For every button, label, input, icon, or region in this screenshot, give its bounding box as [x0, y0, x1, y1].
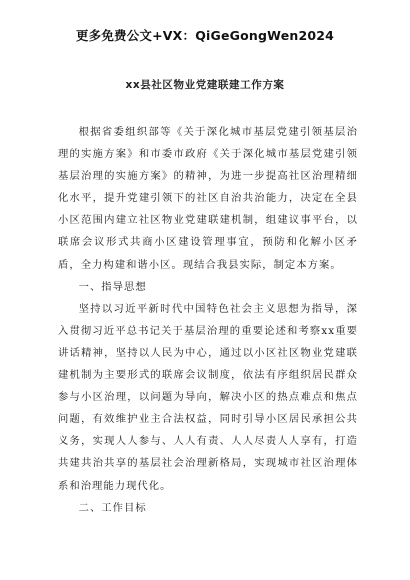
section-heading-guiding-thought: 一、指导思想 [78, 280, 147, 293]
document-body [58, 121, 358, 519]
intro-paragraph: 根据省委组织部等《关于深化城市基层党建引领基层治理的实施方案》和市委市政府《关于深化城市基层党建引领基层治理的实施方案》的精神，为进一步提高社区治理精细化水平，提升党建引领下的社区自治共治能力，决定在全县小区范围内建立社区物业党建联建机制，组建议事平台，以联席会议形式共商小区建设管理事宜，预防和化解小区矛盾，全力构建和谐小区。现结合我县实际，制定本方案。 [58, 126, 358, 271]
document-title: xx县社区物业党建联建工作方案 [125, 79, 285, 91]
watermark-text: 更多免费公文+VX：QiGeGongWen2024 [75, 28, 335, 43]
guiding-thought-paragraph: 坚持以习近平新时代中国特色社会主义思想为指导，深入贯彻习近平总书记关于基层治理的重要论述和考察xx重要讲话精神，坚持以人民为中心，通过以小区社区物业党建联建机制为主要形式的联席会议制度，依法有序组织居民群众参与小区治理，以问题为导向，解决小区的热点难点和焦点问题，有效维护业主合法权益，同时引导小区居民承担公共义务，实现人人参与、人人有责、人人尽责人人享有，打造共建共治共享的基层社会治理新格局，实现城市社区治理体系和治理能力现代化。 [58, 302, 358, 492]
section-heading-work-goals: 二、工作目标 [78, 501, 147, 514]
